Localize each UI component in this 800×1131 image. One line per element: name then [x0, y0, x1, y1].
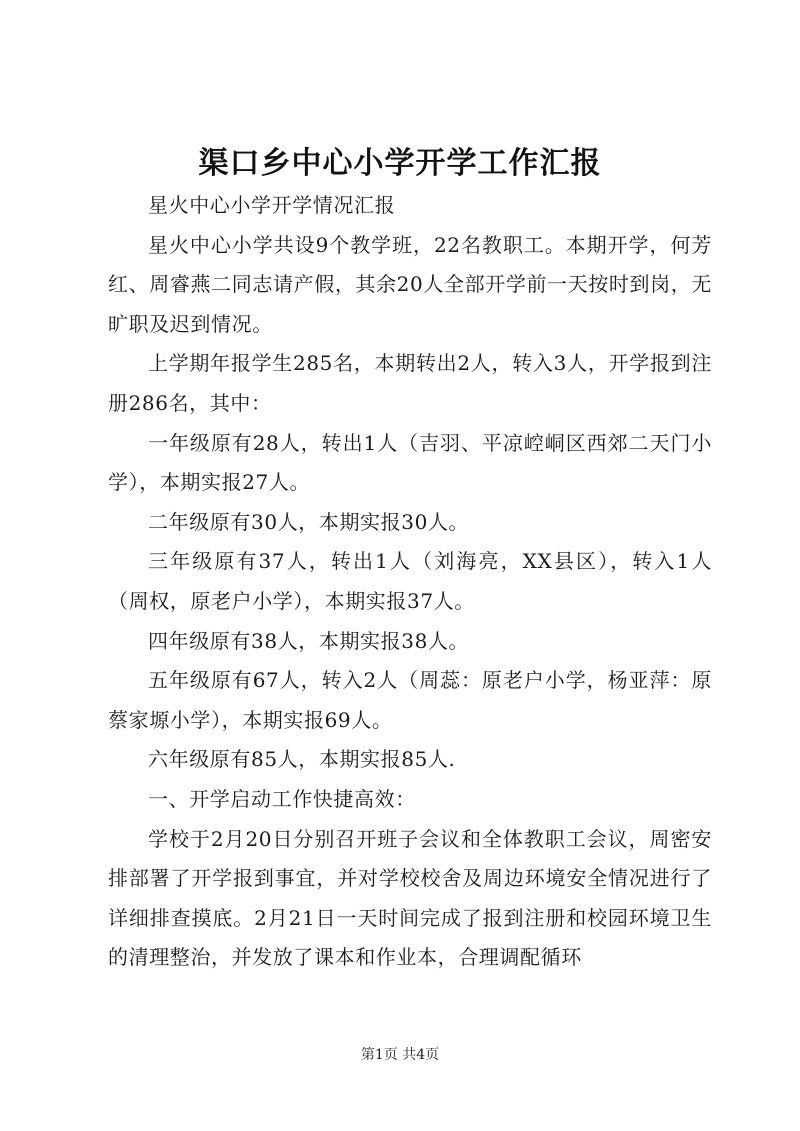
paragraph: 星火中心小学开学情况汇报 [148, 193, 396, 217]
paragraph: 三年级原有37人，转出1人（刘海亮，XX县区），转入1人（周权，原老户小学），本期实报37人。 [108, 549, 712, 613]
paragraph: 学校于2月20日分别召开班子会议和全体教职工会议，周密安排部署了开学报到事宜，并对学校校舍及周边环境安全情况进行了详细排查摸底。2月21日一天时间完成了报到注册和校园环境卫生的清理整治，并发放了课本和作业本，合理调配循环 [108, 826, 712, 970]
paragraph: 六年级原有85人，本期实报85人. [148, 747, 456, 772]
paragraph: 二年级原有30人，本期实报30人。 [148, 509, 470, 534]
paragraph: 上学期年报学生285名，本期转出2人，转入3人，开学报到注册286名，其中： [108, 351, 712, 415]
document-body [108, 186, 712, 978]
paragraph: 五年级原有67人，转入2人（周蕊：原老户小学，杨亚萍：原蔡家塬小学），本期实报69人。 [108, 668, 712, 732]
document-title: 渠口乡中心小学开学工作汇报 [198, 146, 602, 181]
paragraph: 一年级原有28人，转出1人（吉羽、平凉崆峒区西郊二天门小学），本期实报27人。 [108, 430, 712, 495]
paragraph: 一、开学启动工作快捷高效： [148, 786, 416, 811]
paragraph: 星火中心小学共设9个教学班，22名教职工。本期开学，何芳红、周睿燕二同志请产假，其余20人全部开学前一天按时到岗，无旷职及迟到情况。 [108, 232, 712, 336]
paragraph: 四年级原有38人，本期实报38人。 [148, 628, 470, 653]
page-number-footer: 第1页 共4页 [360, 1047, 440, 1063]
